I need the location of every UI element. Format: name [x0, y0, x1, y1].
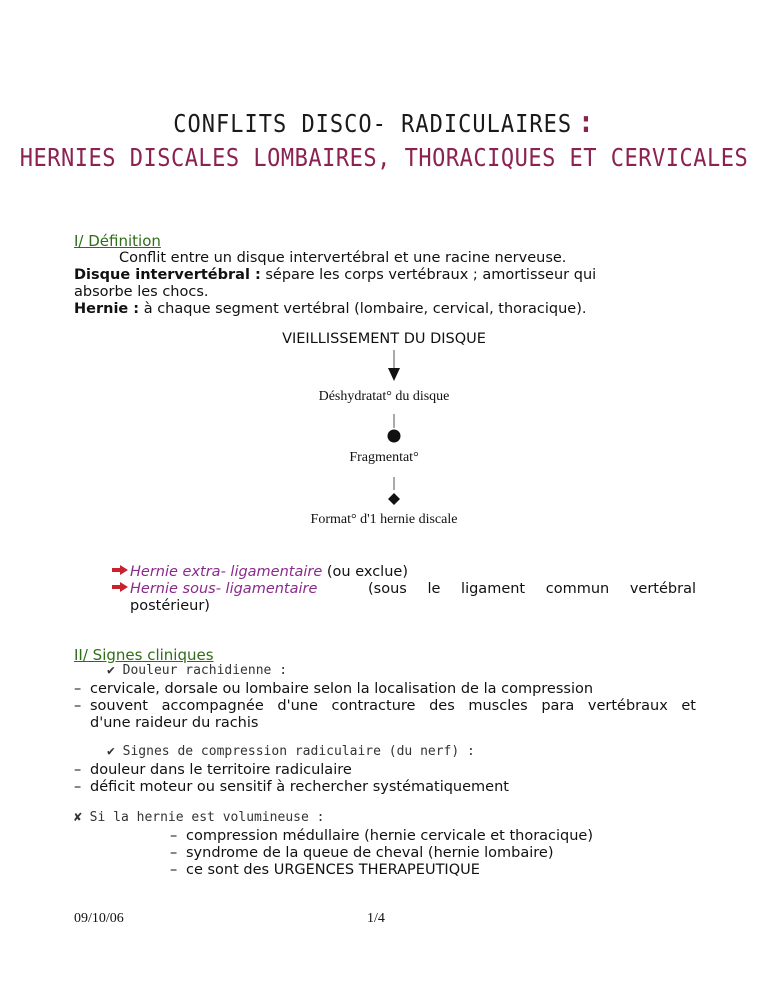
list-item-text: déficit moteur ou sensitif à rechercher systématiquement: [90, 779, 509, 795]
list-item-text: syndrome de la queue de cheval (hernie lombaire): [186, 845, 554, 861]
sub-heading-compression-text: Signes de compression radiculaire (du nerf) :: [122, 744, 475, 759]
dash-icon: –: [74, 762, 82, 778]
list-item: [74, 697, 696, 715]
red-arrow-icon: [112, 582, 128, 592]
flow-arrow-icon: [388, 368, 400, 381]
disque-def: sépare les corps vertébraux ; amortisseur qui: [265, 267, 597, 283]
sub-heading-volumineuse: [74, 810, 324, 825]
hernie-type-1-term: Hernie extra- ligamentaire: [130, 564, 323, 580]
check-icon: ✔: [107, 663, 115, 678]
list-item: [170, 861, 480, 879]
list-item: [74, 761, 352, 779]
sub-heading-compression: [107, 744, 475, 759]
list-item: [170, 827, 593, 845]
hernie-type-2-rest-cont: postérieur): [130, 598, 210, 614]
title-line1: CONFLITS DISCO- RADICULAIRES: [173, 110, 573, 140]
list-item-text: souvent accompagnée d'une contracture des muscles para vertébraux et: [90, 698, 696, 714]
list-item-text: cervicale, dorsale ou lombaire selon la localisation de la compression: [90, 681, 594, 697]
list-item: [74, 680, 593, 698]
hernie-type-2: [112, 580, 696, 598]
document-title: [0, 106, 768, 141]
title-colon: :: [578, 105, 595, 141]
section-heading-signes: II/ Signes cliniques: [74, 646, 214, 664]
definition-intro: Conflit entre un disque intervertébral et une racine nerveuse.: [119, 250, 567, 266]
cross-icon: ✘: [74, 810, 82, 825]
list-item: [74, 778, 509, 796]
flow-diamond-icon: [388, 493, 400, 505]
hernie-type-2-rest: (sous le ligament commun vertébral: [368, 581, 696, 597]
footer-page-number: 1/4: [367, 911, 385, 926]
red-arrow-icon: [112, 565, 128, 575]
definition-disque: [74, 266, 696, 284]
section-heading-definition: I/ Définition: [74, 232, 161, 250]
list-item-text: compression médullaire (hernie cervicale et thoracique): [186, 828, 594, 844]
list-item-cont: d'une raideur du rachis: [90, 715, 259, 731]
dash-icon: –: [74, 681, 82, 697]
disque-term: Disque intervertébral :: [74, 267, 261, 283]
document-subtitle: HERNIES DISCALES LOMBAIRES, THORACIQUES ET CERVICALES: [19, 144, 749, 173]
dash-icon: –: [74, 698, 82, 714]
list-item-text: ce sont des URGENCES THERAPEUTIQUE: [186, 862, 480, 878]
flow-step-fragmentation: Fragmentat°: [349, 450, 419, 465]
sub-heading-douleur-text: Douleur rachidienne :: [122, 663, 288, 678]
flow-step-vieillissement: VIEILLISSEMENT DU DISQUE: [282, 331, 486, 347]
hernie-term: Hernie :: [74, 301, 140, 317]
list-item: [170, 844, 554, 862]
dash-icon: –: [170, 828, 178, 844]
dash-icon: –: [170, 862, 178, 878]
hernie-type-1: [112, 563, 408, 581]
list-item-text: douleur dans le territoire radiculaire: [90, 762, 352, 778]
sub-heading-volumineuse-text: Si la hernie est volumineuse :: [89, 810, 325, 825]
dash-icon: –: [74, 779, 82, 795]
hernie-type-2-term: Hernie sous- ligamentaire: [130, 581, 318, 597]
disque-def-cont: absorbe les chocs.: [74, 284, 209, 300]
flow-step-deshydratation: Déshydratat° du disque: [318, 389, 450, 404]
hernie-def: à chaque segment vertébral (lombaire, cervical, thoracique).: [143, 301, 587, 317]
footer-date: 09/10/06: [74, 911, 124, 926]
hernie-type-1-rest: (ou exclue): [326, 564, 408, 580]
definition-hernie: [74, 300, 586, 318]
dash-icon: –: [170, 845, 178, 861]
check-icon: ✔: [107, 744, 115, 759]
flow-step-formation: Format° d'1 hernie discale: [310, 512, 458, 527]
flow-connectors: [380, 350, 410, 510]
sub-heading-douleur: [107, 663, 287, 678]
flow-dot-icon: [388, 430, 401, 443]
